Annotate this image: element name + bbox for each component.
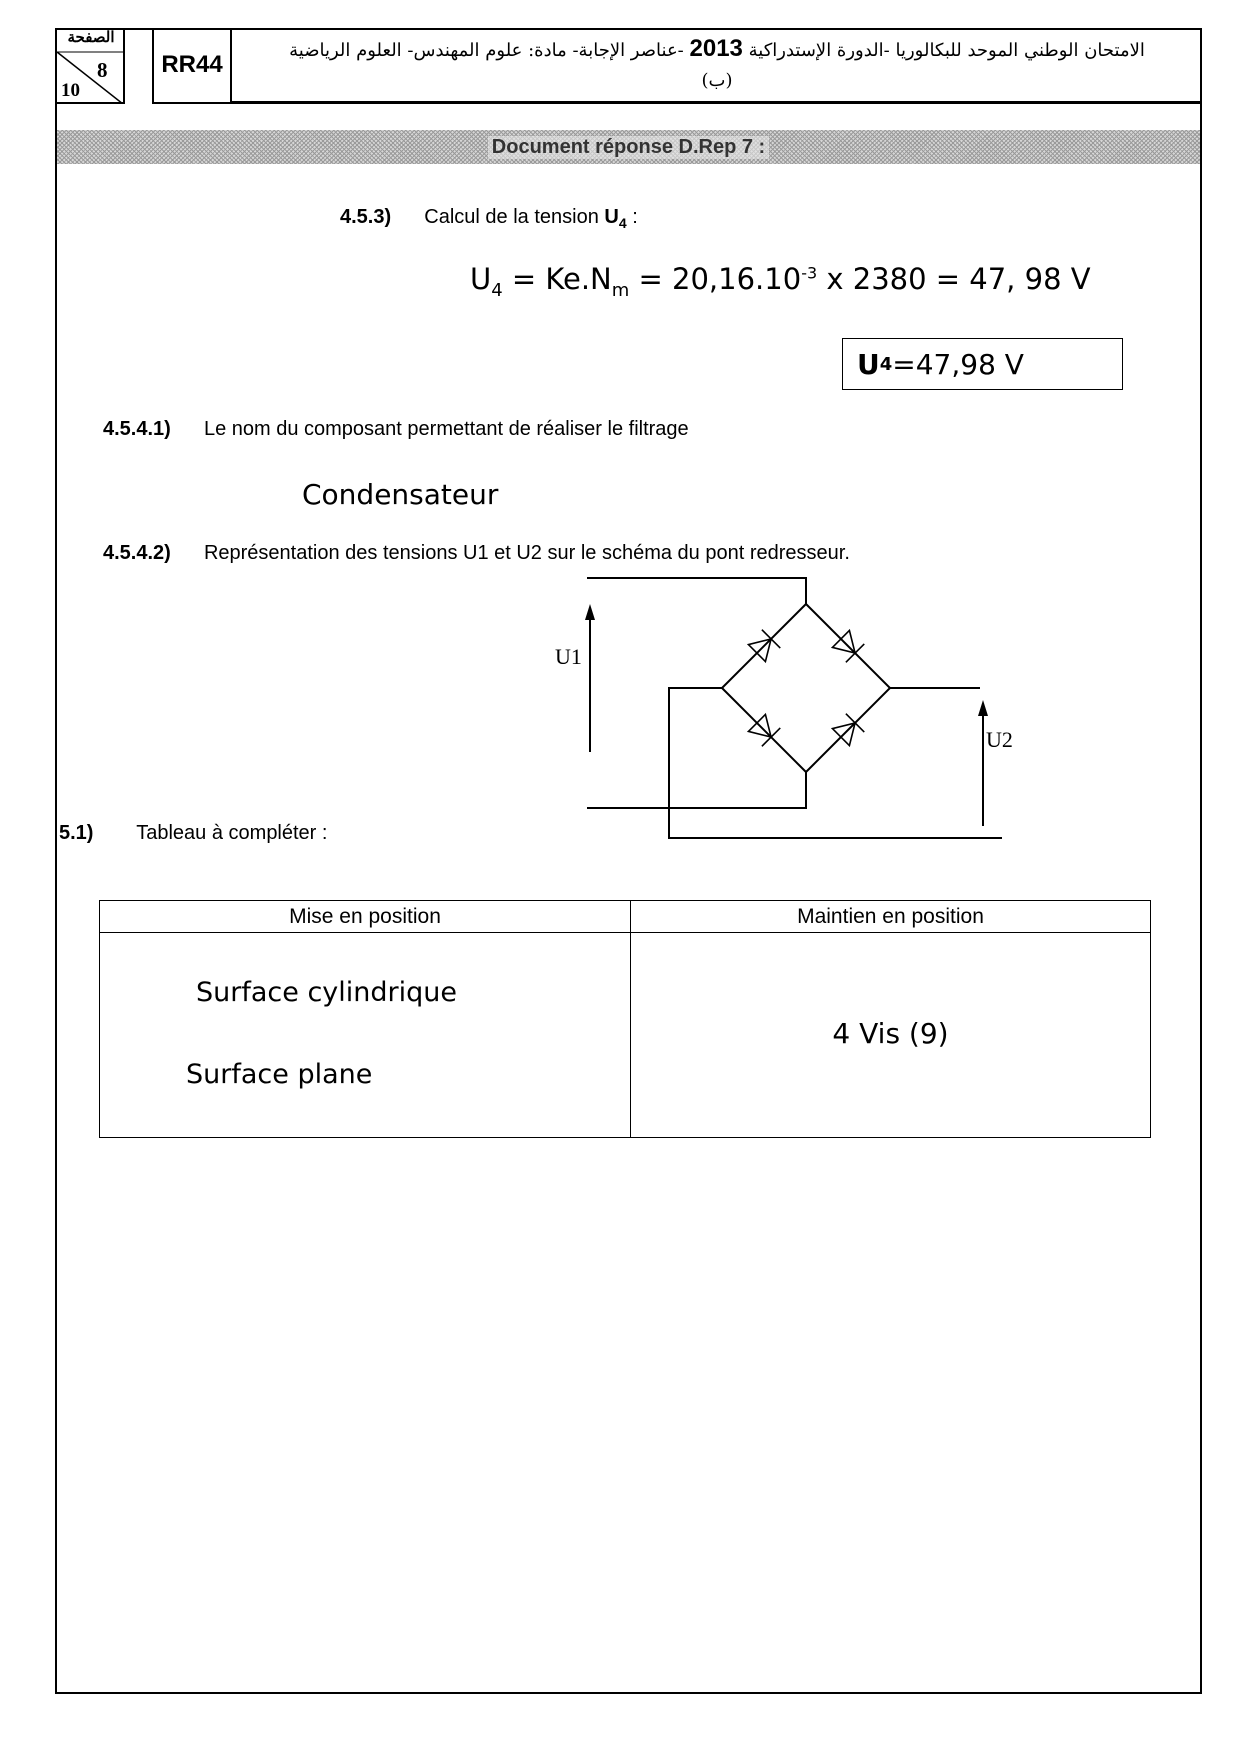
question-label: Représentation des tensions U1 et U2 sur le schéma du pont redresseur. (203, 542, 850, 564)
answer-condensateur: Condensateur (302, 478, 499, 511)
bridge-edge-top-right (806, 604, 890, 688)
eq-n-sub: m (611, 279, 630, 301)
exam-code: RR44 (152, 28, 232, 104)
label-u2: U2 (986, 727, 1013, 752)
u2-arrow-head (978, 700, 988, 716)
eq-part1: = Ke.N (502, 262, 612, 296)
exam-year: 2013 (689, 35, 743, 62)
question-number: 4.5.4.1) (103, 418, 171, 440)
question-number: 4.5.3) (340, 206, 392, 228)
question-label: Tableau à compléter : (136, 822, 328, 844)
cell-mise-en-position (100, 933, 631, 1138)
bridge-edge-bottom-left (722, 688, 806, 772)
eq-var-sub: 4 (491, 279, 503, 301)
answer-4-vis: 4 Vis (9) (832, 1017, 949, 1050)
banner-title: Document réponse D.Rep 7 : (488, 136, 769, 159)
header-maintien-en-position: Maintien en position (631, 901, 1151, 933)
result-value: =47,98 V (892, 347, 1024, 381)
label-u1: U1 (555, 644, 582, 669)
var-u: U (604, 206, 619, 228)
answer-surface-cylindrique: Surface cylindrique (196, 977, 457, 1008)
positioning-table (99, 900, 1151, 1138)
eq-part2: = 20,16.10 (629, 262, 802, 296)
page-label: الصفحة (67, 28, 115, 46)
result-var-sub: 4 (879, 353, 893, 375)
table-header-row (100, 901, 1151, 933)
eq-exponent: -3 (801, 263, 818, 283)
bridge-edge-bottom-right (806, 688, 890, 772)
wire-output-negative (669, 688, 1002, 838)
bridge-edge-top-left (722, 604, 806, 688)
question-label: Le nom du composant permettant de réaliser le filtrage (203, 418, 689, 440)
question-number: 5.1) (59, 822, 94, 844)
question-number: 4.5.4.2) (103, 542, 171, 564)
page-current: 8 (97, 58, 108, 82)
exam-title-part1: الامتحان الوطني الموحد للبكالوريا -الدورة الإستدراكية (748, 40, 1145, 61)
result-var: U (857, 347, 880, 381)
answer-surface-plane: Surface plane (186, 1059, 373, 1090)
eq-var: U (470, 262, 492, 296)
cell-maintien-en-position (631, 933, 1151, 1138)
header-mise-en-position: Mise en position (100, 901, 631, 933)
wire-top-input (587, 578, 806, 604)
question-5-1 (59, 822, 327, 845)
exam-title-part2: -عناصر الإجابة- مادة: علوم المهندس- العلوم الرياضية (289, 40, 684, 61)
exam-title-line2: (ب) (701, 70, 733, 91)
var-u-sub: 4 (618, 215, 627, 231)
table-row (100, 933, 1151, 1138)
u1-arrow-head (585, 604, 595, 620)
question-label: Calcul de la tension (424, 206, 599, 228)
eq-part3: x 2380 = 47, 98 V (817, 262, 1091, 296)
page-total: 10 (61, 80, 80, 101)
wire-bottom-input (587, 772, 806, 808)
label-colon: : (626, 206, 638, 228)
